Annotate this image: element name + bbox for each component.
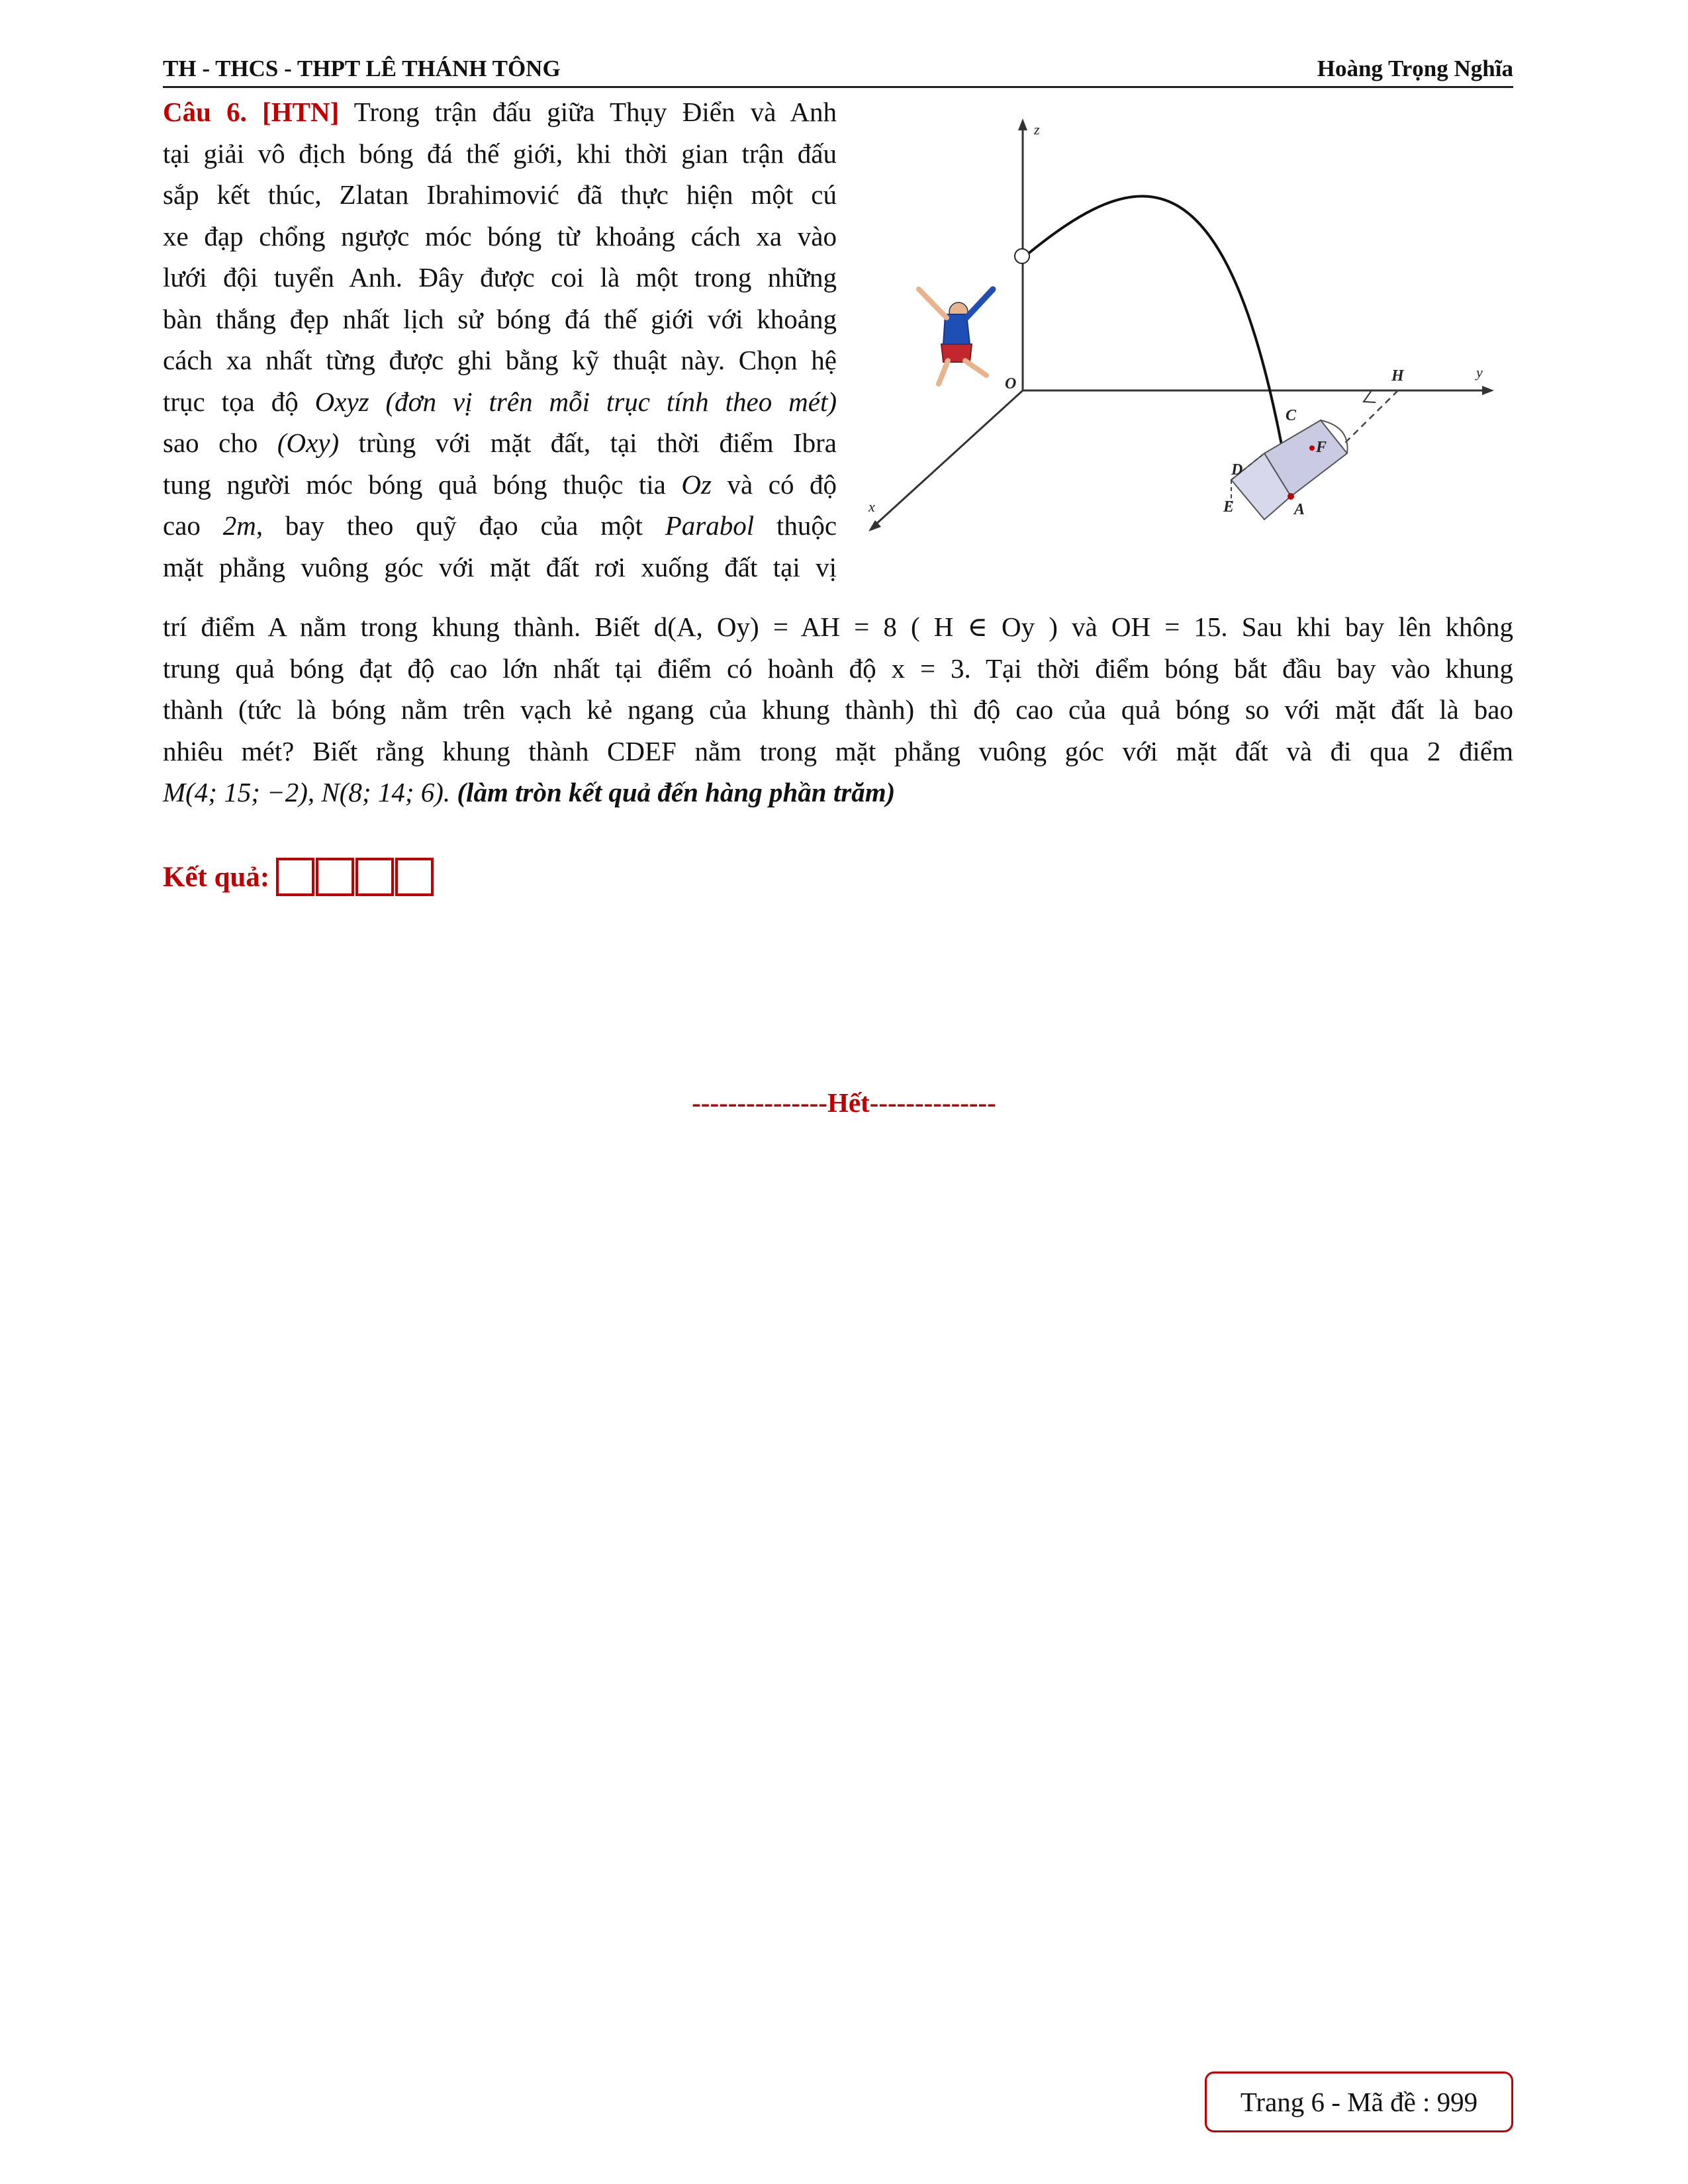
label-A: A xyxy=(1294,501,1305,518)
question-body-wide xyxy=(163,606,1513,813)
player-leg-left xyxy=(939,361,948,384)
answer-label: Kết quả: xyxy=(163,861,270,893)
page-footer: Trang 6 - Mã đề : 999 xyxy=(1205,2071,1513,2132)
question-line-11: cao 2m, bay theo quỹ đạo của một Parabol thuộc xyxy=(163,510,837,541)
label-O: O xyxy=(1005,375,1017,392)
question-line-4: xe đạp chổng ngược móc bóng từ khoảng cách xa vào xyxy=(163,220,837,251)
goal-frame xyxy=(1231,420,1348,520)
page-header xyxy=(163,56,1513,88)
label-C: C xyxy=(1286,407,1297,424)
points-mn: M(4; 15; −2), N(8; 14; 6). xyxy=(163,777,451,807)
question-wide-line-1: trí điểm A nằm trong khung thành. Biết d(A, Oy) = AH = 8 ( H ∈ Oy ) và OH = 15. Sau khi bay lên không xyxy=(163,612,1513,642)
point-A-marker xyxy=(1288,493,1294,500)
label-H: H xyxy=(1391,367,1404,385)
ball-trajectory xyxy=(1023,196,1291,496)
question-line-6: bàn thắng đẹp nhất lịch sử bóng đá thế giới với khoảng xyxy=(163,303,837,334)
question-line-3: sắp kết thúc, Zlatan Ibrahimović đã thực hiện một cú xyxy=(163,179,837,210)
question-line-2: tại giải vô địch bóng đá thế giới, khi thời gian trận đấu xyxy=(163,138,837,169)
question-tag: [HTN] xyxy=(262,97,340,127)
coordinate-figure xyxy=(861,116,1516,579)
x-axis xyxy=(874,390,1023,526)
question-body-narrow xyxy=(163,91,837,588)
end-marker: ---------------Hết-------------- xyxy=(692,1087,996,1118)
question-line-10: tung người móc bóng quả bóng thuộc tia Oz và có độ xyxy=(163,469,837,500)
label-D: D xyxy=(1231,461,1243,478)
rounding-note: (làm tròn kết quả đến hàng phần trăm) xyxy=(457,777,896,807)
question-wide-line-4: nhiêu mét? Biết rằng khung thành CDEF nằm trong mặt phẳng vuông góc với mặt đất và đi qua 2 điểm xyxy=(163,735,1513,766)
question-line-1: Câu 6. [HTN] Trong trận đấu giữa Thụy Điển và Anh xyxy=(163,97,837,127)
answer-row xyxy=(163,858,435,896)
question-line-9: sao cho (Oxy) trùng với mặt đất, tại thời điểm Ibra xyxy=(163,428,837,458)
answer-box-3[interactable] xyxy=(355,858,394,896)
label-z: z xyxy=(1034,121,1040,138)
answer-box-4[interactable] xyxy=(395,858,434,896)
answer-box-1[interactable] xyxy=(276,858,314,896)
question-wide-line-2: trung quả bóng đạt độ cao lớn nhất tại điểm có hoành độ x = 3. Tại thời điểm bóng bắt đầu bay vào khung xyxy=(163,653,1513,684)
author-name: Hoàng Trọng Nghĩa xyxy=(1317,56,1513,81)
y-axis-arrow xyxy=(1482,386,1494,395)
player-arm-left xyxy=(919,289,947,318)
ball xyxy=(1015,249,1029,263)
z-axis-arrow xyxy=(1018,118,1027,130)
question-line-5: lưới đội tuyển Anh. Đây được coi là một trong những xyxy=(163,262,837,293)
answer-box-2[interactable] xyxy=(316,858,354,896)
right-angle-mark xyxy=(1364,390,1376,402)
point-F-marker xyxy=(1309,445,1315,451)
school-name: TH - THCS - THPT LÊ THÁNH TÔNG xyxy=(163,56,561,81)
player-illustration xyxy=(919,249,1029,384)
question-line-12: mặt phẳng vuông góc với mặt đất rơi xuống đất tại vị xyxy=(163,551,837,582)
label-y: y xyxy=(1476,364,1483,381)
question-line-8: trục tọa độ Oxyz (đơn vị trên mỗi trục tính theo mét) xyxy=(163,386,837,417)
label-E: E xyxy=(1223,498,1235,516)
question-wide-line-3: thành (tức là bóng nằm trên vạch kẻ ngang của khung thành) thì độ cao của quả bóng so với mặt đất là bao xyxy=(163,694,1513,725)
player-leg-up xyxy=(966,289,993,318)
player-leg-right xyxy=(965,361,986,375)
question-line-7: cách xa nhất từng được ghi bằng kỹ thuật này. Chọn hệ xyxy=(163,345,837,375)
label-F: F xyxy=(1316,439,1327,456)
question-number: Câu 6. xyxy=(163,97,247,127)
label-x: x xyxy=(868,498,875,515)
question-wide-line-5 xyxy=(163,772,1513,813)
